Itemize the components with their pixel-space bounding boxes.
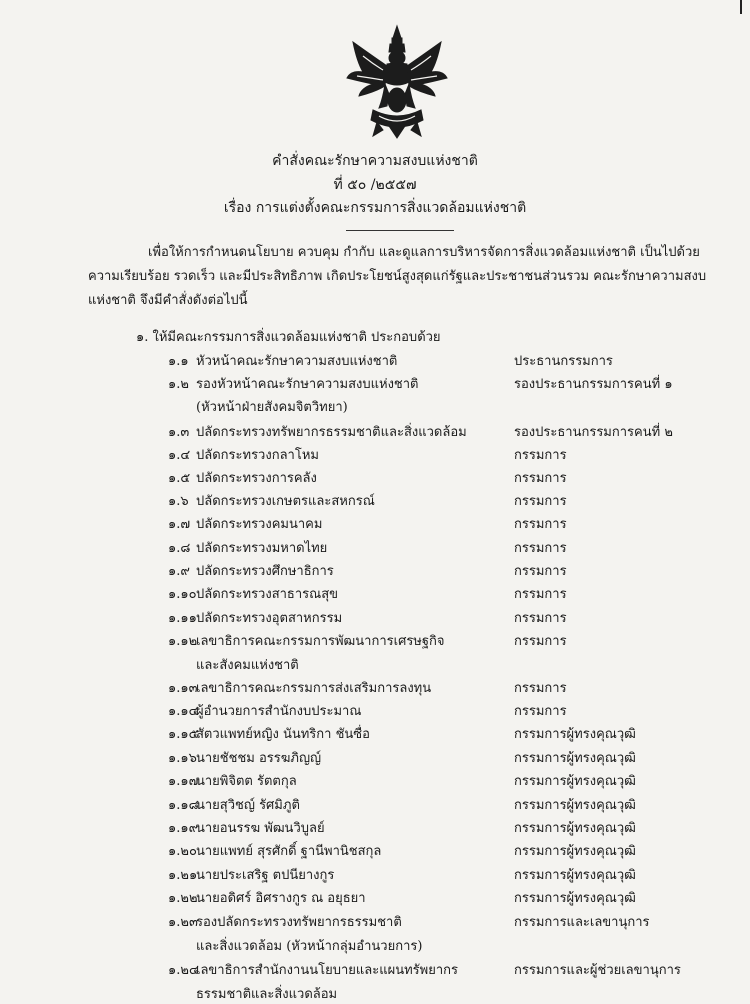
- header-divider: [346, 230, 454, 231]
- member-name: ผู้อำนวยการสำนักงบประมาณ: [196, 704, 362, 719]
- member-name: ปลัดกระทรวงอุตสาหกรรม: [196, 611, 343, 626]
- member-name: เลขาธิการคณะกรรมการส่งเสริมการลงทุน: [196, 681, 432, 696]
- member-number: ๑.๑: [168, 354, 189, 369]
- page-edge-mark: [740, 0, 742, 14]
- member-number: ๑.๑๔: [168, 704, 199, 719]
- member-name: นายสุวิชญ์ รัศมิภูติ: [196, 798, 300, 813]
- member-number: ๑.๑๐: [168, 587, 197, 602]
- member-role: กรรมการผู้ทรงคุณวุฒิ: [514, 821, 636, 836]
- member-role: กรรมการ: [514, 471, 567, 486]
- member-role: กรรมการผู้ทรงคุณวุฒิ: [514, 798, 636, 813]
- member-role: กรรมการ: [514, 681, 567, 696]
- member-number: ๑.๒๔: [168, 963, 199, 978]
- order-subject: เรื่อง การแต่งตั้งคณะกรรมการสิ่งแวดล้อมแห่งชาติ: [223, 200, 527, 216]
- member-name: ปลัดกระทรวงเกษตรและสหกรณ์: [196, 494, 375, 509]
- member-name: ปลัดกระทรวงมหาดไทย: [196, 541, 328, 556]
- member-role: กรรมการผู้ทรงคุณวุฒิ: [514, 844, 636, 859]
- member-number: ๑.๑๘: [168, 798, 199, 813]
- member-number: ๑.๒๓: [168, 915, 198, 930]
- member-name: นายแพทย์ สุรศักดิ์ ฐานีพานิชสกุล: [196, 844, 382, 859]
- member-number: ๑.๑๙: [168, 821, 199, 836]
- member-role: กรรมการผู้ทรงคุณวุฒิ: [514, 751, 636, 766]
- member-number: ๑.๑๖: [168, 751, 197, 766]
- member-name-continuation: ธรรมชาติและสิ่งแวดล้อม: [196, 987, 338, 1002]
- member-role: กรรมการ: [514, 517, 567, 532]
- member-number: ๑.๒: [168, 377, 189, 392]
- member-role: กรรมการ: [514, 541, 567, 556]
- member-number: ๑.๑๒: [168, 634, 198, 649]
- member-number: ๑.๘: [168, 541, 191, 556]
- member-number: ๑.๕: [168, 471, 191, 486]
- member-role: กรรมการและผู้ช่วยเลขานุการ: [514, 963, 681, 978]
- member-role: กรรมการผู้ทรงคุณวุฒิ: [514, 868, 636, 883]
- member-role: กรรมการ: [514, 634, 567, 649]
- member-name: นายอนรรฆ พัฒนวิบูลย์: [196, 821, 325, 836]
- member-number: ๑.๙: [168, 564, 190, 579]
- intro-line-1: เพื่อให้การกำหนดนโยบาย ควบคุม กำกับ และดูแลการบริหารจัดการสิ่งแวดล้อมแห่งชาติ เป็นไปด้วย: [148, 245, 700, 260]
- intro-line-2: ความเรียบร้อย รวดเร็ว และมีประสิทธิภาพ เกิดประโยชน์สูงสุดแก่รัฐและประชาชนส่วนรวม คณะรักษาความสงบ: [88, 269, 707, 284]
- intro-line-3: แห่งชาติ จึงมีคำสั่งดังต่อไปนี้: [88, 293, 248, 308]
- member-name: เลขาธิการคณะกรรมการพัฒนาการเศรษฐกิจ: [196, 634, 445, 649]
- member-name-continuation: (หัวหน้าฝ่ายสังคมจิตวิทยา): [196, 400, 348, 415]
- order-title: คำสั่งคณะรักษาความสงบแห่งชาติ: [272, 153, 478, 169]
- member-number: ๑.๔: [168, 448, 191, 463]
- member-number: ๑.๑๓: [168, 681, 198, 696]
- member-name-continuation: และสังคมแห่งชาติ: [196, 658, 299, 673]
- section-1-heading: ๑. ให้มีคณะกรรมการสิ่งแวดล้อมแห่งชาติ ประกอบด้วย: [136, 330, 441, 345]
- member-role: รองประธานกรรมการคนที่ ๑: [514, 377, 673, 392]
- member-role: รองประธานกรรมการคนที่ ๒: [514, 425, 673, 440]
- member-number: ๑.๒๐: [168, 844, 197, 859]
- member-number: ๑.๑๗: [168, 774, 199, 789]
- member-name: ปลัดกระทรวงกลาโหม: [196, 448, 319, 463]
- member-number: ๑.๓: [168, 425, 190, 440]
- member-role: กรรมการผู้ทรงคุณวุฒิ: [514, 774, 636, 789]
- member-name: เลขาธิการสำนักงานนโยบายและแผนทรัพยากร: [196, 963, 458, 978]
- order-number: ที่ ๕๐ /๒๕๕๗: [333, 177, 417, 193]
- member-role: กรรมการผู้ทรงคุณวุฒิ: [514, 891, 636, 906]
- member-name: ปลัดกระทรวงศึกษาธิการ: [196, 564, 334, 579]
- member-number: ๑.๑๑: [168, 611, 197, 626]
- member-role: กรรมการ: [514, 611, 567, 626]
- member-number: ๑.๗: [168, 517, 191, 532]
- member-name: ปลัดกระทรวงสาธารณสุข: [196, 587, 339, 602]
- garuda-emblem-icon: [343, 22, 451, 140]
- member-number: ๑.๖: [168, 494, 189, 509]
- member-name: ปลัดกระทรวงทรัพยากรธรรมชาติและสิ่งแวดล้อม: [196, 425, 467, 440]
- member-name-continuation: และสิ่งแวดล้อม (หัวหน้ากลุ่มอำนวยการ): [196, 939, 423, 954]
- member-role: กรรมการ: [514, 494, 567, 509]
- member-role: กรรมการ: [514, 587, 567, 602]
- member-name: นายประเสริฐ ตปนียางกูร: [196, 868, 335, 883]
- member-number: ๑.๒๒: [168, 891, 198, 906]
- member-name: รองปลัดกระทรวงทรัพยากรธรรมชาติ: [196, 915, 402, 930]
- member-name: ปลัดกระทรวงการคลัง: [196, 471, 317, 486]
- member-role: กรรมการผู้ทรงคุณวุฒิ: [514, 727, 636, 742]
- member-name: หัวหน้าคณะรักษาความสงบแห่งชาติ: [196, 354, 398, 369]
- member-number: ๑.๒๑: [168, 868, 198, 883]
- member-name: นายชัชชม อรรฆภิญญ์: [196, 751, 322, 766]
- member-role: ประธานกรรมการ: [514, 354, 613, 369]
- member-role: กรรมการและเลขานุการ: [514, 915, 650, 930]
- member-name: ปลัดกระทรวงคมนาคม: [196, 517, 323, 532]
- member-role: กรรมการ: [514, 704, 567, 719]
- member-role: กรรมการ: [514, 564, 567, 579]
- member-name: นายพิจิตต รัตตกุล: [196, 774, 297, 789]
- member-name: รองหัวหน้าคณะรักษาความสงบแห่งชาติ: [196, 377, 419, 392]
- member-role: กรรมการ: [514, 448, 567, 463]
- member-name: นายอดิศร์ อิศรางกูร ณ อยุธยา: [196, 891, 366, 906]
- member-name: สัตวแพทย์หญิง นันทริกา ชันซื่อ: [196, 727, 370, 742]
- member-number: ๑.๑๕: [168, 727, 199, 742]
